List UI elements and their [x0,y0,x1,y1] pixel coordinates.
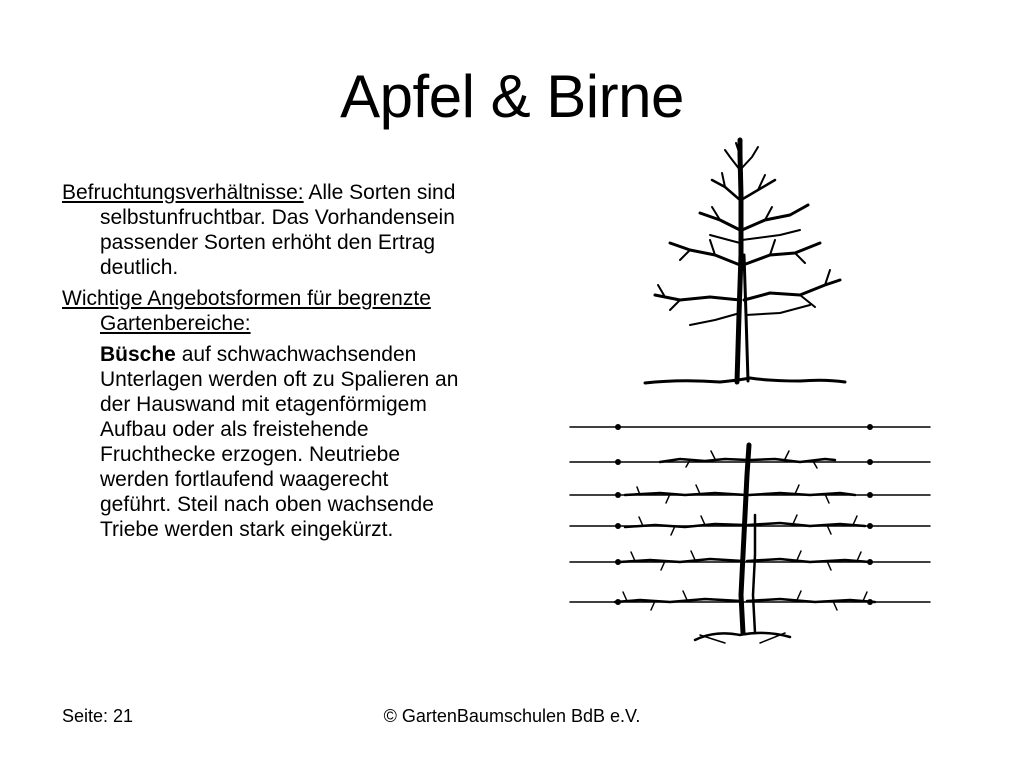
slide-title: Apfel & Birne [340,63,684,130]
pollination-text: Alle Sorten sind selbstunfruchtbar. Das Vorhandensein passender Sorten erhöht den Ertrag deutlich. [100,181,456,279]
bush-tree-drawing [640,135,860,390]
pollination-paragraph [62,180,462,280]
bushes-text: auf schwachwachsenden Unterlagen werden oft zu Spalieren an der Hauswand mit etagenförmigem Aufbau oder als freistehende Fruchthecke erzogen. Neutriebe werden fortlaufend waagerecht geführt. Steil nach oben wachsende Triebe werden stark eingekürzt. [100,343,459,541]
copyright-notice: © GartenBaumschulen BdB e.V. [383,706,641,726]
bushes-paragraph [62,342,462,542]
bushes-label: Büsche [100,343,176,366]
pollination-label: Befruchtungsverhältnisse: [62,181,304,204]
page-number: Seite: 21 [62,706,134,726]
offer-forms-paragraph [62,286,462,336]
espalier-tree-drawing [565,415,935,650]
content-block [62,180,462,542]
offer-forms-label: Wichtige Angebotsformen für begrenzte Gartenbereiche: [62,287,431,335]
